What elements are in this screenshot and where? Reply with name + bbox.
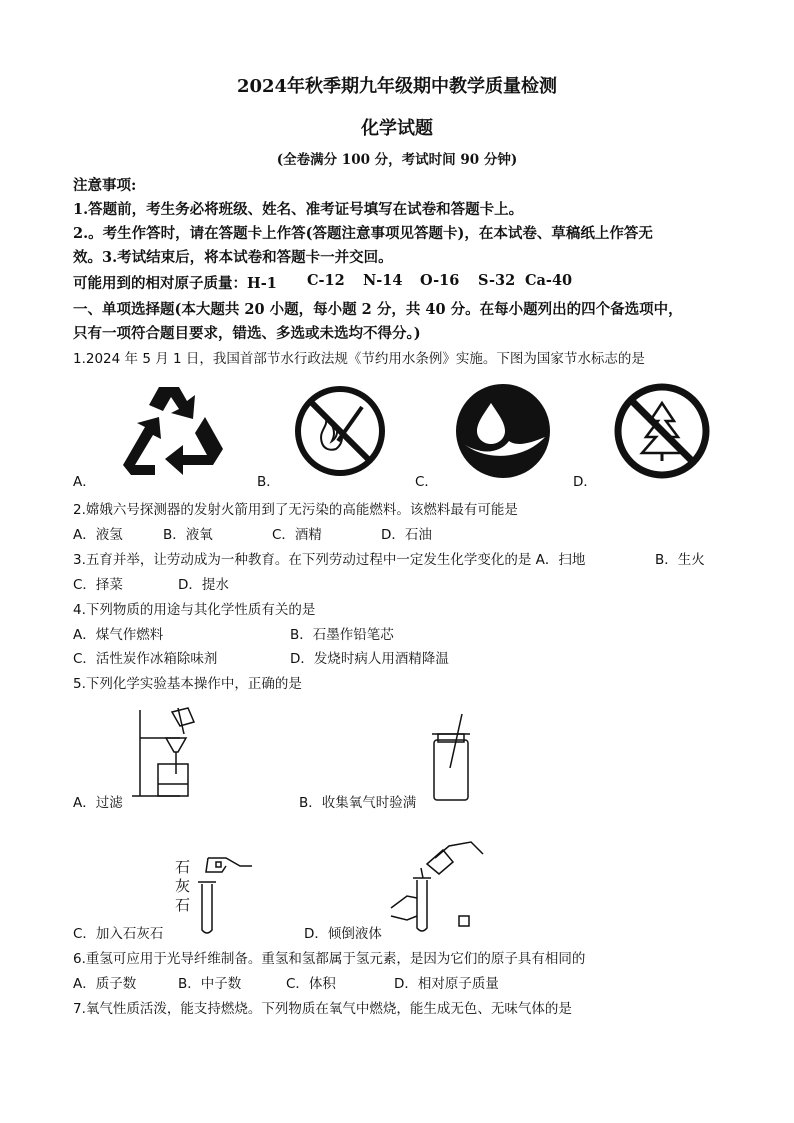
q1-option-c: C． bbox=[415, 474, 438, 490]
q5-stem: 5.下列化学实验基本操作中，正确的是 bbox=[73, 676, 302, 692]
q2-stem: 2.嫦娥六号探测器的发射火箭用到了无污染的高能燃料。该燃料最有可能是 bbox=[73, 502, 518, 518]
q6-option-a: A．质子数 bbox=[73, 976, 137, 992]
notes-item-2b: 效。3.考试结束后，将本试卷和答题卡一并交回。 bbox=[73, 249, 393, 266]
limestone-char-3: 石 bbox=[175, 896, 191, 914]
mass-c: C-12 bbox=[307, 272, 345, 289]
q1-stem: 1.2024 年 5 月 1 日，我国首部节水行政法规《节约用水条例》实施。下图为国家节水标志的是 bbox=[73, 351, 645, 367]
mass-s: S-32 bbox=[478, 272, 516, 289]
notes-item-1: 1.答题前，考生务必将班级、姓名、准考证号填写在试卷和答题卡上。 bbox=[73, 201, 524, 218]
filtration-illustration bbox=[128, 704, 208, 800]
subject-title: 化学试题 bbox=[361, 118, 433, 139]
q5-option-c: C．加入石灰石 bbox=[73, 926, 164, 942]
oxygen-test-illustration bbox=[428, 712, 478, 802]
limestone-char-2: 灰 bbox=[175, 877, 191, 895]
atomic-masses-label: 可能用到的相对原子质量： bbox=[73, 275, 247, 292]
q2-option-a: A．液氢 bbox=[73, 527, 123, 543]
q1-option-a: A． bbox=[73, 474, 96, 490]
water-saving-icon bbox=[453, 381, 553, 481]
q3-option-c: C．择菜 bbox=[73, 577, 123, 593]
limestone-char-1: 石 bbox=[175, 858, 191, 876]
q7-stem: 7.氧气性质活泼，能支持燃烧。下列物质在氧气中燃烧，能生成无色、无味气体的是 bbox=[73, 1001, 572, 1017]
pouring-illustration bbox=[387, 836, 497, 936]
no-logging-icon bbox=[612, 381, 712, 481]
q3-option-d: D．提水 bbox=[178, 577, 229, 593]
q4-option-c: C．活性炭作冰箱除味剂 bbox=[73, 651, 218, 667]
mass-n: N-14 bbox=[363, 272, 403, 289]
q4-option-a: A．煤气作燃料 bbox=[73, 627, 164, 643]
limestone-label bbox=[175, 858, 190, 915]
mass-h: H-1 bbox=[247, 275, 277, 292]
exam-title: 2024年秋季期九年级期中教学质量检测 bbox=[236, 76, 558, 97]
exam-meta: (全卷满分 100 分，考试时间 90 分钟) bbox=[276, 152, 518, 168]
recycle-icon bbox=[115, 383, 233, 483]
no-fire-icon bbox=[292, 383, 388, 479]
notes-item-2: 2.。考生作答时，请在答题卡上作答(答题注意事项见答题卡)，在本试卷、草稿纸上作答无 bbox=[73, 225, 653, 242]
mass-o: O-16 bbox=[420, 272, 460, 289]
q2-option-d: D．石油 bbox=[381, 527, 432, 543]
q3-option-b: B．生火 bbox=[655, 552, 705, 568]
atomic-masses bbox=[73, 272, 277, 293]
notes-heading: 注意事项: bbox=[73, 177, 137, 194]
limestone-illustration bbox=[196, 852, 256, 938]
q6-option-b: B．中子数 bbox=[178, 976, 242, 992]
q4-option-d: D．发烧时病人用酒精降温 bbox=[290, 651, 449, 667]
q5-option-d: D．倾倒液体 bbox=[304, 926, 382, 942]
q2-option-c: C．酒精 bbox=[272, 527, 322, 543]
q4-stem: 4.下列物质的用途与其化学性质有关的是 bbox=[73, 602, 316, 618]
q1-option-b: B． bbox=[257, 474, 280, 490]
q5-option-b: B．收集氧气时验满 bbox=[299, 795, 417, 811]
q6-option-d: D．相对原子质量 bbox=[394, 976, 499, 992]
section1-line2: 只有一项符合题目要求，错选、多选或未选均不得分。) bbox=[73, 325, 421, 342]
q1-option-d: D． bbox=[573, 474, 597, 490]
q6-stem: 6.重氢可应用于光导纤维制备。重氢和氢都属于氢元素，是因为它们的原子具有相同的 bbox=[73, 951, 586, 967]
section1-line1: 一、单项选择题(本大题共 20 小题，每小题 2 分，共 40 分。在每小题列出的四个备选项中， bbox=[73, 301, 683, 318]
q3-stem: 3.五育并举，让劳动成为一种教育。在下列劳动过程中一定发生化学变化的是 A．扫地 bbox=[73, 552, 586, 568]
q4-option-b: B．石墨作铅笔芯 bbox=[290, 627, 394, 643]
q2-option-b: B．液氧 bbox=[163, 527, 213, 543]
q6-option-c: C．体积 bbox=[286, 976, 336, 992]
mass-ca: Ca-40 bbox=[525, 272, 573, 289]
q5-option-a: A．过滤 bbox=[73, 795, 123, 811]
